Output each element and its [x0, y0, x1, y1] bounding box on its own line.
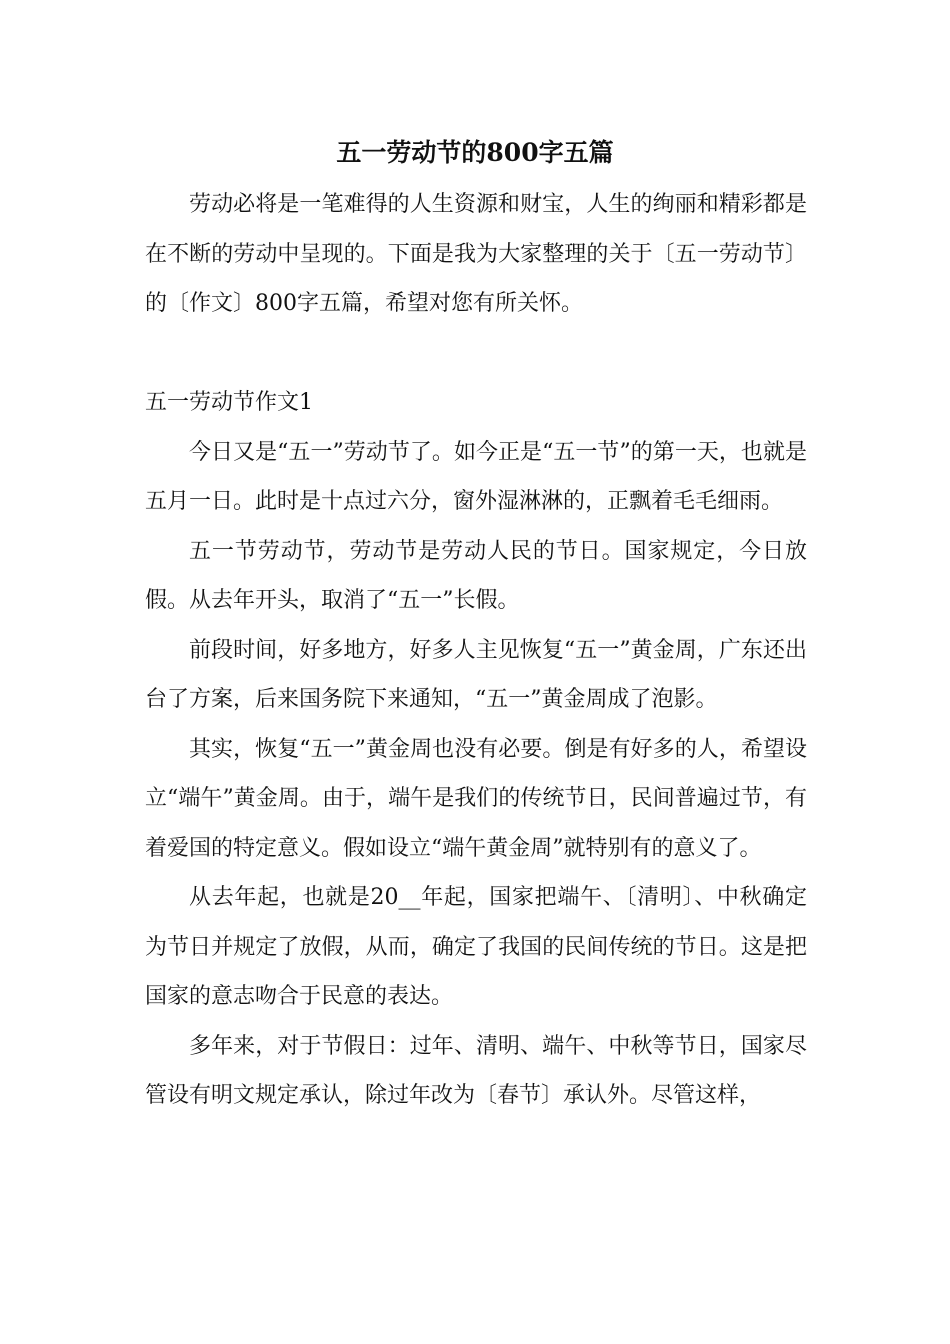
body-paragraph: 五一节劳动节，劳动节是劳动人民的节日。国家规定，今日放假。从去年开头，取消了“五一”长假。: [145, 538, 807, 613]
body-paragraph: 今日又是“五一”劳动节了。如今正是“五一节”的第一天，也就是五月一日。此时是十点过六分，窗外湿淋淋的，正飘着毛毛细雨。: [145, 439, 807, 514]
document-body: [145, 180, 807, 1121]
body-paragraph: 从去年起，也就是20__年起，国家把端午、〔清明〕、中秋确定为节日并规定了放假，从而，确定了我国的民间传统的节日。这是把国家的意志吻合于民意的表达。: [145, 885, 807, 1009]
body-paragraph: 其实，恢复“五一”黄金周也没有必要。倒是有好多的人，希望设立“端午”黄金周。由于，端午是我们的传统节日，民间普遍过节，有着爱国的特定意义。假如设立“端午黄金周”就特别有的意义了。: [145, 736, 807, 861]
document-title: 五一劳动节的800字五篇: [336, 138, 614, 167]
body-paragraph: 多年来，对于节假日：过年、清明、端午、中秋等节日，国家尽管设有明文规定承认，除过年改为〔春节〕承认外。尽管这样，: [145, 1033, 807, 1108]
body-paragraph: 前段时间，好多地方，好多人主见恢复“五一”黄金周，广东还出台了方案，后来国务院下来通知，“五一”黄金周成了泡影。: [145, 637, 807, 712]
section-heading: 五一劳动节作文1: [145, 390, 313, 415]
blank-line: [145, 329, 807, 379]
intro-paragraph: 劳动必将是一笔难得的人生资源和财宝，人生的绚丽和精彩都是在不断的劳动中呈现的。下面是我为大家整理的关于〔五一劳动节〕的〔作文〕800字五篇，希望对您有所关怀。: [145, 192, 807, 316]
